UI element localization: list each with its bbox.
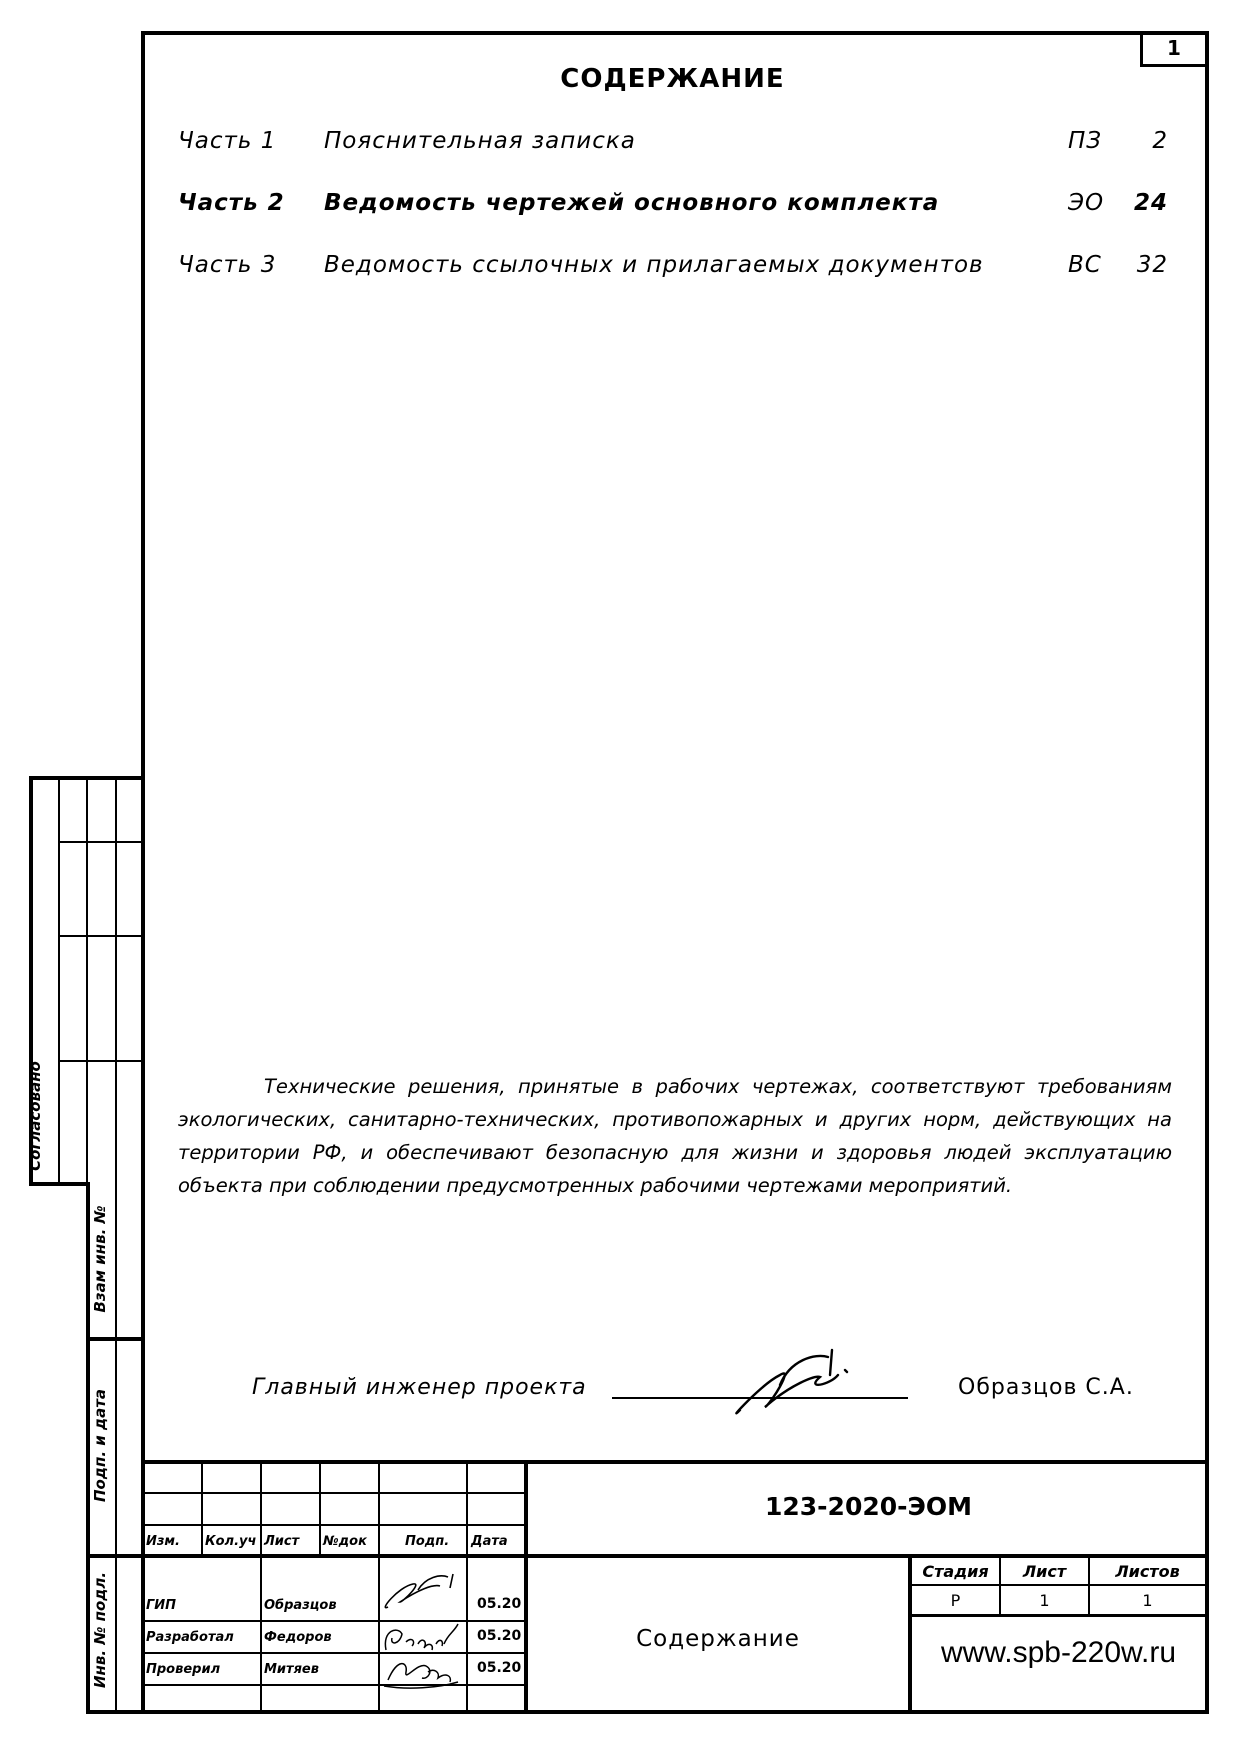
sign-date-label: Подп. и дата	[91, 1388, 109, 1502]
stamp-top	[141, 1460, 1209, 1464]
stamp-date: 05.20	[477, 1660, 522, 1676]
agreed-col-3	[115, 776, 117, 1186]
toc-code: ЭО	[1068, 190, 1105, 216]
toc-name: Ведомость ссылочных и прилагаемых документов	[324, 252, 984, 278]
toc-page: 32	[1136, 252, 1168, 278]
stamp-header-ndoc: №док	[323, 1534, 367, 1549]
website-link[interactable]: www.spb-220w.ru	[940, 1636, 1177, 1669]
stamp-signature-developer	[378, 1620, 466, 1656]
stamp-name: Федоров	[264, 1630, 332, 1645]
stamp-header-date: Дата	[471, 1534, 508, 1549]
stamp-row-4	[141, 1652, 526, 1654]
frame-bottom	[86, 1710, 1209, 1714]
toc-part: Часть 3	[178, 252, 277, 278]
stage-label: Стадия	[922, 1562, 989, 1581]
toc-part: Часть 2	[178, 190, 285, 216]
toc-name: Пояснительная записка	[324, 128, 636, 154]
compliance-statement	[178, 1070, 1172, 1202]
stage-row-2	[908, 1614, 1209, 1617]
stamp-mid	[141, 1554, 1209, 1558]
stamp-date: 05.20	[477, 1628, 522, 1644]
corner-box-bottom	[1140, 64, 1209, 67]
agreed-row-2	[58, 935, 144, 937]
toc-row	[178, 128, 1168, 162]
stamp-col-1	[201, 1460, 203, 1558]
inv-row-1	[86, 1337, 145, 1341]
stamp-name: Образцов	[264, 1598, 337, 1613]
stamp-col-5	[466, 1460, 468, 1714]
chief-engineer-label: Главный инженер проекта	[252, 1375, 587, 1400]
document-code: 123-2020-ЭОМ	[765, 1492, 972, 1521]
agreed-label: Согласовано	[26, 1061, 44, 1171]
toc-part: Часть 1	[178, 128, 277, 154]
toc-row	[178, 190, 1168, 224]
stamp-date: 05.20	[477, 1596, 522, 1612]
stamp-role: Разработал	[146, 1630, 234, 1645]
stamp-name: Митяев	[264, 1662, 319, 1677]
stamp-header-podp: Подп.	[405, 1534, 450, 1549]
sheet-label: Лист	[1022, 1562, 1067, 1581]
agreed-row-1	[58, 841, 144, 843]
inv-orig-label: Инв. № подл.	[91, 1571, 109, 1688]
stamp-row-3	[141, 1620, 526, 1622]
stamp-row-1	[141, 1492, 526, 1494]
page-title: СОДЕРЖАНИЕ	[560, 64, 785, 94]
toc-row	[178, 252, 1168, 286]
stamp-signature-checker	[378, 1652, 466, 1692]
compliance-statement-text: Технические решения, принятые в рабочих чертежах, соответствуют требованиям экологических, санитарно-технических, противопожарных и других норм, действующих на территории РФ, и обеспечивают безопасную для жизни и здоровья людей эксплуатацию объекта при соблюдении предусмотренных рабочими чертежами мероприятий.	[178, 1075, 1172, 1197]
toc-page: 2	[1152, 128, 1168, 154]
stamp-row-2	[141, 1524, 526, 1526]
document-title: Содержание	[636, 1626, 800, 1652]
agreed-row-3	[58, 1060, 144, 1062]
sheet-value: 1	[1039, 1591, 1050, 1610]
stage-row-1	[908, 1584, 1209, 1586]
stamp-col-3	[319, 1460, 321, 1558]
inv-block-left	[86, 1182, 90, 1714]
chief-engineer-signature	[720, 1345, 860, 1425]
stamp-col-2	[260, 1460, 262, 1714]
toc-code: ПЗ	[1068, 128, 1103, 154]
agreed-col-2	[86, 776, 88, 1186]
stamp-header-koluch: Кол.уч	[205, 1534, 257, 1549]
replaces-inv-label: Взам инв. №	[91, 1205, 109, 1313]
chief-engineer-name: Образцов С.А.	[958, 1375, 1134, 1400]
toc-code: ВС	[1068, 252, 1102, 278]
frame-top	[141, 31, 1209, 35]
stamp-header-izm: Изм.	[146, 1534, 180, 1549]
stamp-role: Проверил	[146, 1662, 221, 1677]
toc-page: 24	[1133, 190, 1168, 216]
inv-row-2	[86, 1554, 145, 1558]
sheets-label: Листов	[1115, 1562, 1180, 1581]
toc-name: Ведомость чертежей основного комплекта	[324, 190, 940, 216]
stamp-header-list: Лист	[264, 1534, 300, 1549]
sheets-value: 1	[1142, 1591, 1153, 1610]
stamp-role: ГИП	[146, 1598, 177, 1613]
stamp-signature-gip	[378, 1572, 466, 1612]
corner-sheet-number: 1	[1167, 36, 1181, 60]
stamp-row-5	[141, 1684, 526, 1686]
inv-block-inner	[115, 1182, 117, 1714]
agreed-col-1	[58, 776, 60, 1186]
stage-value: Р	[950, 1591, 961, 1610]
